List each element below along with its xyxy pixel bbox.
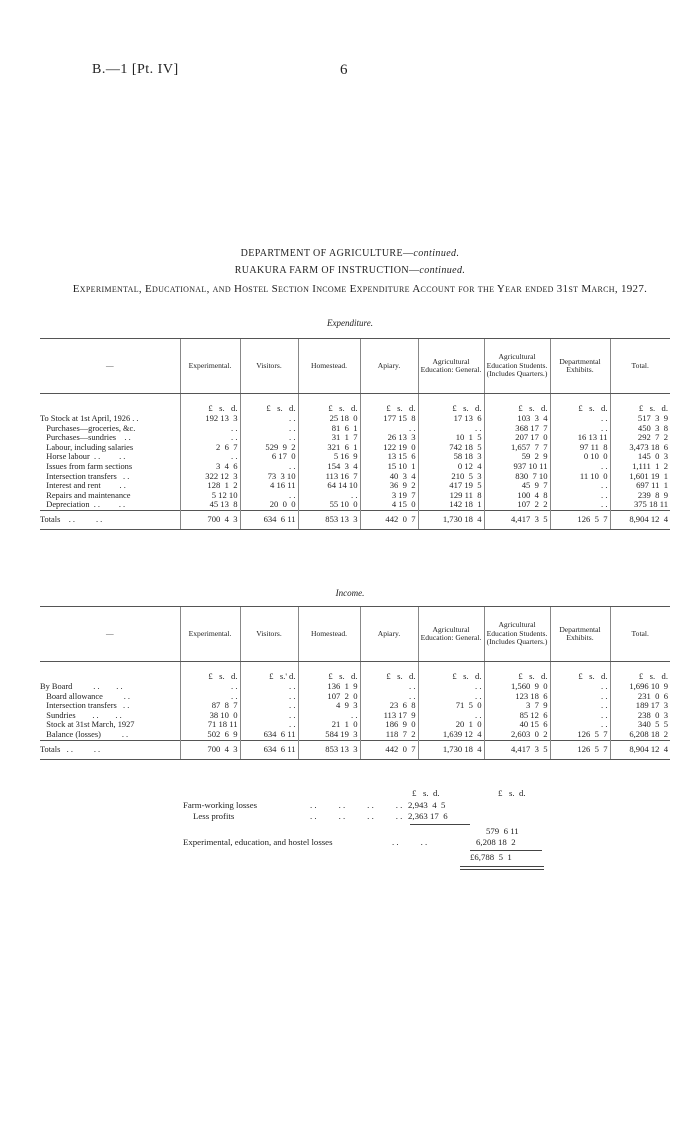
department-title: DEPARTMENT OF AGRICULTURE—continued. (240, 248, 460, 259)
row-label: Purchases—groceries, &c. (40, 423, 136, 433)
totals-row (40, 510, 670, 529)
amount-cell: . . (550, 711, 610, 721)
amount-cell: . . (360, 692, 418, 702)
amount-cell: 20 0 0 (240, 500, 298, 510)
amount-cell: £ s. d. (610, 662, 670, 683)
amount-cell: 6,208 18 2 (610, 730, 670, 740)
amount-cell: 375 18 11 (610, 500, 670, 510)
income-caption: Income. (335, 588, 365, 598)
amount-cell: £ s. d. (610, 394, 670, 415)
amount-cell: 340 5 5 (610, 720, 670, 730)
amount-cell: 3 19 7 (360, 491, 418, 501)
amount-cell: 136 1 9 (298, 682, 360, 692)
amount-cell: 103 3 4 (484, 414, 550, 424)
amount-cell: . . (240, 424, 298, 434)
column-header: Agricultural Education: General. (418, 339, 484, 394)
column-header: Apiary. (360, 607, 418, 662)
amount-cell: £ s. d. (240, 394, 298, 415)
row-label: By Board . . . . (40, 682, 123, 691)
income-table (40, 606, 670, 760)
summary-units-a: £ s. d. (412, 788, 440, 798)
amount-cell: 97 11 8 (550, 443, 610, 453)
amount-cell: 700 4 3 (180, 510, 240, 529)
amount-cell: . . (418, 424, 484, 434)
double-rule-1 (460, 866, 544, 867)
experimental-losses-value: 6,208 18 2 (476, 837, 516, 847)
amount-cell: 113 17 9 (360, 711, 418, 721)
column-header: Visitors. (240, 339, 298, 394)
amount-cell: 142 18 1 (418, 500, 484, 510)
amount-cell: 122 19 0 (360, 443, 418, 453)
amount-cell: 87 8 7 (180, 701, 240, 711)
amount-cell: 5 12 10 (180, 491, 240, 501)
amount-cell: £ s. d. (298, 662, 360, 683)
amount-cell: 107 2 0 (298, 692, 360, 702)
row-label: Labour, including salaries (40, 442, 134, 452)
amount-cell: 0 12 4 (418, 462, 484, 472)
amount-cell: . . (180, 424, 240, 434)
amount-cell: . . (240, 462, 298, 472)
units-row (40, 394, 670, 415)
amount-cell: 154 3 4 (298, 462, 360, 472)
amount-cell: £ s. d. (180, 394, 240, 415)
column-header: — (40, 607, 180, 662)
row-label: To Stock at 1st April, 1926 . . (40, 414, 139, 423)
amount-cell: 21 1 0 (298, 720, 360, 730)
amount-cell: 442 0 7 (360, 740, 418, 759)
column-header: Total. (610, 607, 670, 662)
amount-cell: 3 4 6 (180, 462, 240, 472)
amount-cell: 129 11 8 (418, 491, 484, 501)
amount-cell: 8,904 12 4 (610, 510, 670, 529)
amount-cell: £ s. d. (550, 394, 610, 415)
page-number: 6 (340, 62, 348, 78)
amount-cell: 830 7 10 (484, 472, 550, 482)
amount-cell: 442 0 7 (360, 510, 418, 529)
amount-cell: 17 13 6 (418, 414, 484, 424)
farm-losses-label: Farm-working losses (183, 800, 258, 810)
row-label: Totals . . . . (40, 510, 180, 529)
amount-cell: 64 14 10 (298, 481, 360, 491)
column-header: Total. (610, 339, 670, 394)
amount-cell: . . (180, 682, 240, 692)
amount-cell: 126 5 7 (550, 510, 610, 529)
amount-cell: £ s. d. (298, 394, 360, 415)
amount-cell: 16 13 11 (550, 433, 610, 443)
amount-cell: 128 1 2 (180, 481, 240, 491)
amount-cell: 634 6 11 (240, 730, 298, 740)
amount-cell: 584 19 3 (298, 730, 360, 740)
amount-cell: 4,417 3 5 (484, 510, 550, 529)
amount-cell: 4 16 11 (240, 481, 298, 491)
amount-cell: 73 3 10 (240, 472, 298, 482)
experimental-losses-dots: . . . . (392, 837, 428, 847)
totals-row (40, 740, 670, 759)
amount-cell: 1,111 1 2 (610, 462, 670, 472)
expenditure-caption: Expenditure. (327, 318, 373, 328)
table-row (40, 500, 670, 510)
amount-cell: . . (550, 720, 610, 730)
row-label: Stock at 31st March, 1927 (40, 720, 135, 730)
amount-cell: . . (240, 692, 298, 702)
amount-cell: 2 6 7 (180, 443, 240, 453)
row-label: Purchases—sundries . . (40, 433, 131, 443)
experimental-losses-label: Experimental, education, and hostel losses (183, 837, 333, 847)
amount-cell: 6 17 0 (240, 452, 298, 462)
amount-cell: . . (360, 682, 418, 692)
amount-cell: 529 9 2 (240, 443, 298, 453)
amount-cell: 853 13 3 (298, 510, 360, 529)
row-label: Totals . . . . (40, 740, 180, 759)
subtotal-rule (410, 824, 470, 825)
amount-cell: 58 18 3 (418, 452, 484, 462)
less-profits-value: 2,363 17 6 (408, 811, 448, 821)
amount-cell: . . (298, 491, 360, 501)
less-profits-dots: . . . . . . . . (310, 811, 403, 821)
amount-cell: . . (418, 711, 484, 721)
header-row (40, 607, 670, 662)
amount-cell: 25 18 0 (298, 414, 360, 424)
amount-cell: 853 13 3 (298, 740, 360, 759)
amount-cell: £ s. d. (418, 662, 484, 683)
amount-cell: 239 8 9 (610, 491, 670, 501)
row-label (40, 394, 180, 415)
total-rule (470, 850, 542, 851)
amount-cell: 450 3 8 (610, 424, 670, 434)
farm-title: RUAKURA FARM OF INSTRUCTION—continued. (234, 265, 466, 276)
amount-cell: £ s. d. (484, 394, 550, 415)
amount-cell: 1,639 12 4 (418, 730, 484, 740)
amount-cell: 40 3 4 (360, 472, 418, 482)
amount-cell: . . (240, 491, 298, 501)
amount-cell: . . (550, 462, 610, 472)
column-header: Agricultural Education Students. (Includes Quarters.) (484, 607, 550, 662)
amount-cell: . . (298, 711, 360, 721)
amount-cell: . . (240, 682, 298, 692)
amount-cell: . . (550, 701, 610, 711)
amount-cell: 502 6 9 (180, 730, 240, 740)
amount-cell: 1,696 10 9 (610, 682, 670, 692)
amount-cell: 40 15 6 (484, 720, 550, 730)
amount-cell: 3,473 18 6 (610, 443, 670, 453)
amount-cell: 36 9 2 (360, 481, 418, 491)
amount-cell: . . (180, 692, 240, 702)
amount-cell: 937 10 11 (484, 462, 550, 472)
amount-cell: 192 13 3 (180, 414, 240, 424)
amount-cell: 8,904 12 4 (610, 740, 670, 759)
amount-cell: 238 0 3 (610, 711, 670, 721)
amount-cell: 38 10 0 (180, 711, 240, 721)
units-row (40, 662, 670, 683)
amount-cell: . . (240, 720, 298, 730)
column-header: Departmental Exhibits. (550, 607, 610, 662)
amount-cell: 26 13 3 (360, 433, 418, 443)
amount-cell: 23 6 8 (360, 701, 418, 711)
amount-cell: 292 7 2 (610, 433, 670, 443)
amount-cell: 4,417 3 5 (484, 740, 550, 759)
column-header: Experimental. (180, 607, 240, 662)
amount-cell: 186 9 0 (360, 720, 418, 730)
amount-cell: 1,560 9 0 (484, 682, 550, 692)
amount-cell: £ s. d. (180, 662, 240, 683)
amount-cell: 15 10 1 (360, 462, 418, 472)
column-header: Visitors. (240, 607, 298, 662)
summary-total-value: £6,788 5 1 (470, 852, 512, 862)
amount-cell: £ s. d. (550, 662, 610, 683)
row-label: Interest and rent . . (40, 481, 126, 491)
amount-cell: £ s. d. (418, 394, 484, 415)
amount-cell: 321 6 1 (298, 443, 360, 453)
amount-cell: 85 12 6 (484, 711, 550, 721)
amount-cell: 697 11 1 (610, 481, 670, 491)
column-header: Departmental Exhibits. (550, 339, 610, 394)
amount-cell: . . (418, 692, 484, 702)
row-label: Board allowance . . (40, 691, 131, 701)
column-header: — (40, 339, 180, 394)
amount-cell: 231 0 6 (610, 692, 670, 702)
farm-losses-value: 2,943 4 5 (408, 800, 446, 810)
double-rule-2 (460, 869, 544, 870)
net-farm-value: 579 6 11 (486, 826, 519, 836)
amount-cell: 1,730 18 4 (418, 510, 484, 529)
amount-cell: . . (550, 481, 610, 491)
amount-cell: . . (550, 692, 610, 702)
row-label: Intersection transfers . . (40, 471, 130, 481)
amount-cell: 10 1 5 (418, 433, 484, 443)
amount-cell: £ s.' d. (240, 662, 298, 683)
amount-cell: 634 6 11 (240, 740, 298, 759)
less-profits-label: Less profits (193, 811, 235, 821)
amount-cell: 1,730 18 4 (418, 740, 484, 759)
account-title: Experimental, Educational, and Hostel Section Income Expenditure Account for the Year ended 31st March, 1927. (72, 283, 648, 295)
amount-cell: . . (360, 424, 418, 434)
amount-cell: . . (418, 682, 484, 692)
amount-cell: 123 18 6 (484, 692, 550, 702)
farm-losses-dots: . . . . . . . . (310, 800, 403, 810)
amount-cell: 322 12 3 (180, 472, 240, 482)
amount-cell: £ s. d. (360, 662, 418, 683)
amount-cell: . . (180, 433, 240, 443)
amount-cell: 1,657 7 7 (484, 443, 550, 453)
amount-cell: 3 7 9 (484, 701, 550, 711)
amount-cell: . . (550, 491, 610, 501)
header-row (40, 339, 670, 394)
amount-cell: 5 16 9 (298, 452, 360, 462)
amount-cell: 20 1 0 (418, 720, 484, 730)
amount-cell: 45 9 7 (484, 481, 550, 491)
amount-cell: 126 5 7 (550, 740, 610, 759)
amount-cell: £ s. d. (360, 394, 418, 415)
amount-cell: . . (240, 711, 298, 721)
amount-cell: 118 7 2 (360, 730, 418, 740)
amount-cell: 81 6 1 (298, 424, 360, 434)
amount-cell: 517 3 9 (610, 414, 670, 424)
amount-cell: 113 16 7 (298, 472, 360, 482)
row-label: Issues from farm sections (40, 461, 133, 471)
column-header: Agricultural Education: General. (418, 607, 484, 662)
amount-cell: 126 5 7 (550, 730, 610, 740)
row-label: Balance (losses) . . (40, 729, 129, 739)
column-header: Apiary. (360, 339, 418, 394)
amount-cell: £ s. d. (484, 662, 550, 683)
amount-cell: 417 19 5 (418, 481, 484, 491)
amount-cell: 634 6 11 (240, 510, 298, 529)
amount-cell: . . (240, 701, 298, 711)
amount-cell: 59 2 9 (484, 452, 550, 462)
summary-units-b: £ s. d. (498, 788, 526, 798)
amount-cell: . . (550, 682, 610, 692)
amount-cell: 31 1 7 (298, 433, 360, 443)
amount-cell: . . (240, 433, 298, 443)
amount-cell: 0 10 0 (550, 452, 610, 462)
amount-cell: 100 4 8 (484, 491, 550, 501)
column-header: Agricultural Education Students. (Includes Quarters.) (484, 339, 550, 394)
row-label: Sundries . . . . (40, 710, 122, 720)
row-label: Repairs and maintenance (40, 490, 131, 500)
amount-cell: 4 15 0 (360, 500, 418, 510)
amount-cell: . . (180, 452, 240, 462)
amount-cell: 1,601 19 1 (610, 472, 670, 482)
amount-cell: 177 15 8 (360, 414, 418, 424)
column-header: Homestead. (298, 339, 360, 394)
amount-cell: 742 18 5 (418, 443, 484, 453)
row-label: Horse labour . . . . (40, 452, 126, 462)
amount-cell: 2,603 0 2 (484, 730, 550, 740)
table-row (40, 730, 670, 740)
amount-cell: . . (240, 414, 298, 424)
amount-cell: 107 2 2 (484, 500, 550, 510)
column-header: Experimental. (180, 339, 240, 394)
page-reference: B.—1 [Pt. IV] (92, 62, 179, 77)
amount-cell: 207 17 0 (484, 433, 550, 443)
expenditure-table (40, 338, 670, 530)
row-label: Depreciation . . . . (40, 500, 126, 510)
amount-cell: 71 18 11 (180, 720, 240, 730)
amount-cell: . . (550, 414, 610, 424)
amount-cell: 145 0 3 (610, 452, 670, 462)
amount-cell: . . (550, 424, 610, 434)
amount-cell: 45 13 8 (180, 500, 240, 510)
row-label: Intersection transfers . . (40, 701, 130, 711)
amount-cell: 700 4 3 (180, 740, 240, 759)
amount-cell: 189 17 3 (610, 701, 670, 711)
row-label (40, 662, 180, 683)
amount-cell: 13 15 6 (360, 452, 418, 462)
amount-cell: 55 10 0 (298, 500, 360, 510)
amount-cell: 11 10 0 (550, 472, 610, 482)
amount-cell: . . (550, 500, 610, 510)
amount-cell: 71 5 0 (418, 701, 484, 711)
amount-cell: 210 5 3 (418, 472, 484, 482)
amount-cell: 368 17 7 (484, 424, 550, 434)
column-header: Homestead. (298, 607, 360, 662)
amount-cell: 4 9 3 (298, 701, 360, 711)
